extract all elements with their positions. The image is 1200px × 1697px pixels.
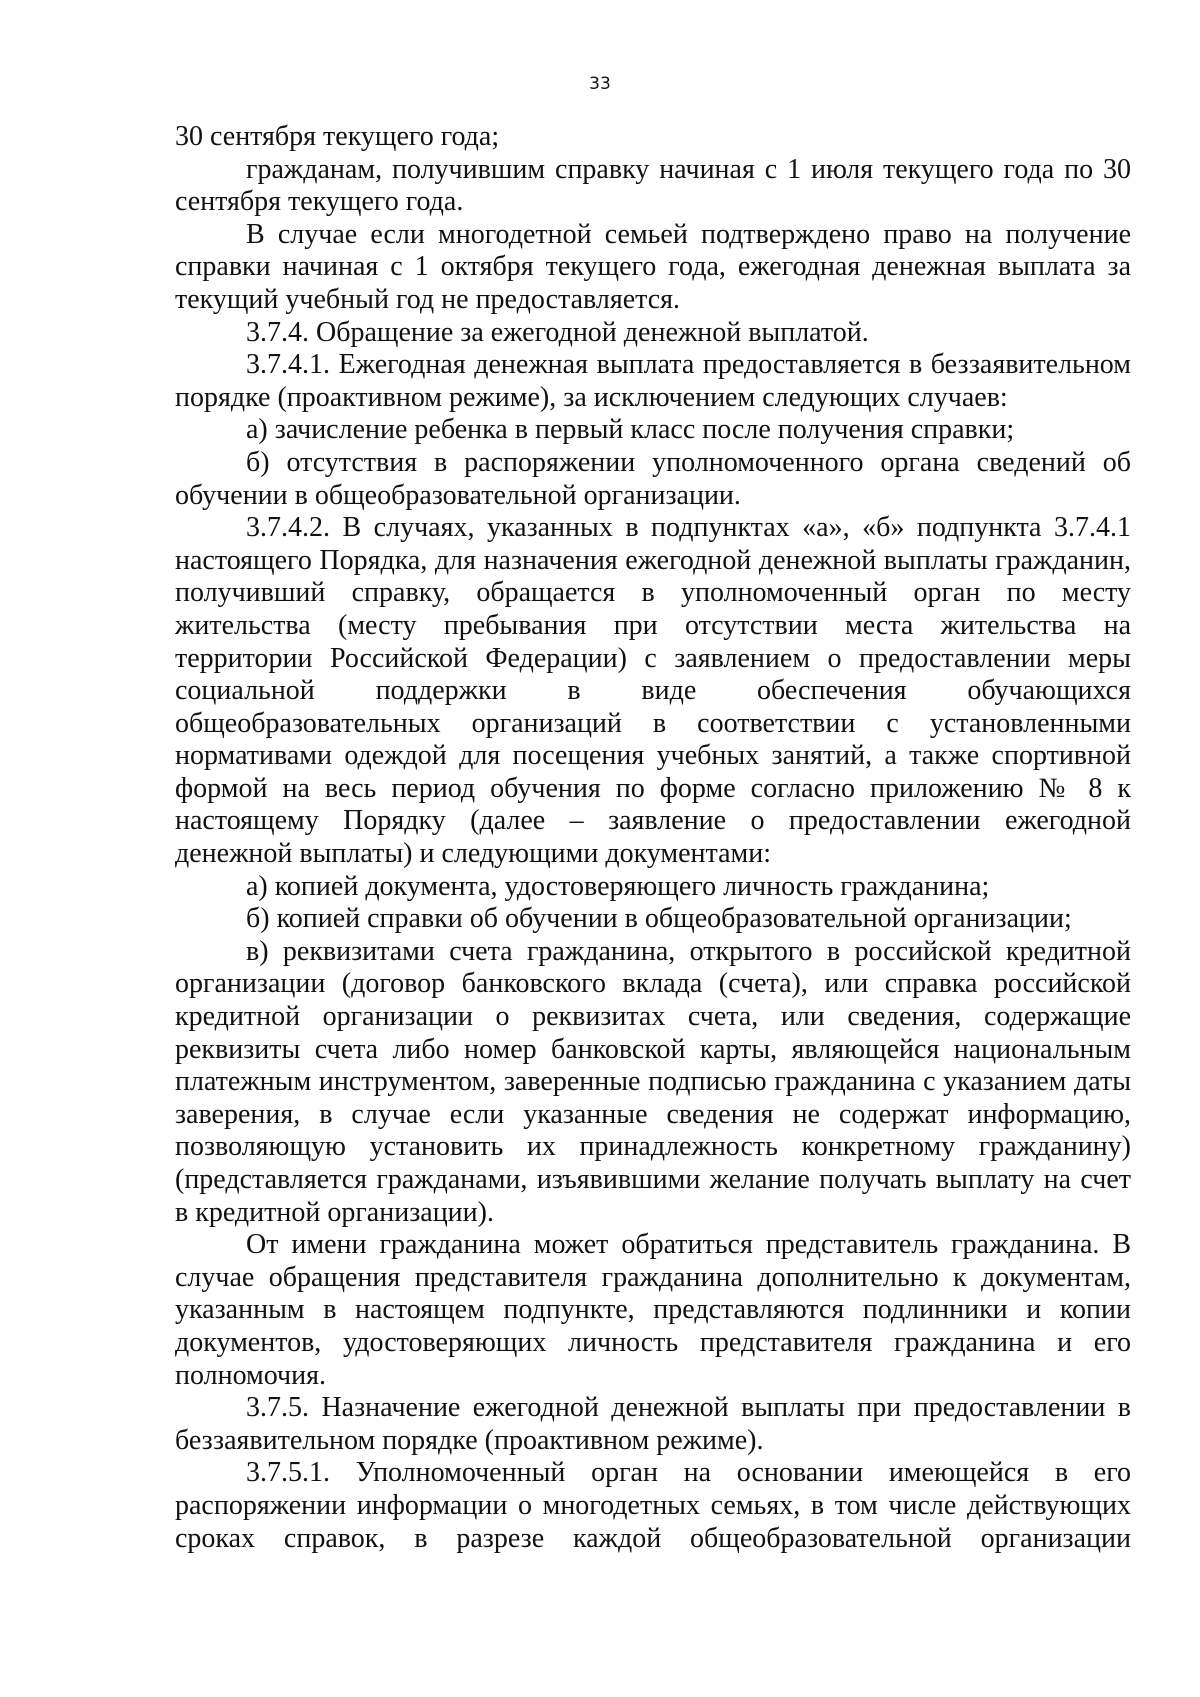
paragraph-7: б) отсутствия в распоряжении уполномоченного органа сведений об обучении в общеобразовательной организации. (175, 446, 1131, 511)
paragraph-13: 3.7.5. Назначение ежегодной денежной выплаты при предоставлении в беззаявительном порядке (проактивном режиме). (175, 1392, 1131, 1456)
paragraph-9: а) копией документа, удостоверяющего личность гражданина; (246, 870, 990, 902)
document-body (175, 121, 1131, 1555)
paragraph-6: а) зачисление ребенка в первый класс после получения справки; (246, 414, 1015, 446)
paragraph-14: 3.7.5.1. Уполномоченный орган на основании имеющейся в его распоряжении информации о многодетных семьях, в том числе действующих сроках справок, в разрезе каждой общеобразовательной организации (175, 1457, 1131, 1554)
paragraph-2: гражданам, получившим справку начиная с 1 июля текущего года по 30 сентября текущего года. (175, 153, 1131, 218)
paragraph-8: 3.7.4.2. В случаях, указанных в подпунктах «а», «б» подпункта 3.7.4.1 настоящего Порядка, для назначения ежегодной денежной выплаты гражданин, получивший справку, обращается в уполномоченный орган по месту жительства (месту пребывания при отсутствии места жительства на территории Российской Федерации) с заявлением о предоставлении меры социальной поддержки в виде обеспечения обучающихся общеобразовательных организаций в соответствии с установленными нормативами одеждой для посещения учебных занятий, а также спортивной формой на весь период обучения по форме согласно приложению № 8 к настоящему Порядку (далее – заявление о предоставлении ежегодной денежной выплаты) и следующими документами: (175, 512, 1131, 870)
paragraph-11: в) реквизитами счета гражданина, открытого в российской кредитной организации (договор банковского вклада (счета), или справка российской кредитной организации о реквизитах счета, или сведения, содержащие реквизиты счета либо номер банковской карты, являющейся национальным платежным инструментом, заверенные подписью гражданина с указанием даты заверения, в случае если указанные сведения не содержат информацию, позволяющую установить их принадлежность конкретному гражданину) (представляется гражданами, изъявившими желание получать выплату на счет в кредитной организации). (175, 935, 1131, 1228)
paragraph-5: 3.7.4.1. Ежегодная денежная выплата предоставляется в беззаявительном порядке (проактивном режиме), за исключением следующих случаев: (175, 349, 1131, 413)
paragraph-10: б) копией справки об обучении в общеобразовательной организации; (246, 903, 1072, 935)
paragraph-12: От имени гражданина может обратиться представитель гражданина. В случае обращения представителя гражданина дополнительно к документам, указанным в настоящем подпункте, представляются подлинники и копии документов, удостоверяющих личность представителя гражданина и его полномочия. (175, 1229, 1131, 1391)
page-number: 33 (589, 74, 611, 94)
paragraph-1: 30 сентября текущего года; (175, 121, 500, 152)
paragraph-4: 3.7.4. Обращение за ежегодной денежной выплатой. (246, 316, 869, 348)
paragraph-3: В случае если многодетной семьей подтверждено право на получение справки начиная с 1 октября текущего года, ежегодная денежная выплата за текущий учебный год не предоставляется. (175, 218, 1131, 315)
